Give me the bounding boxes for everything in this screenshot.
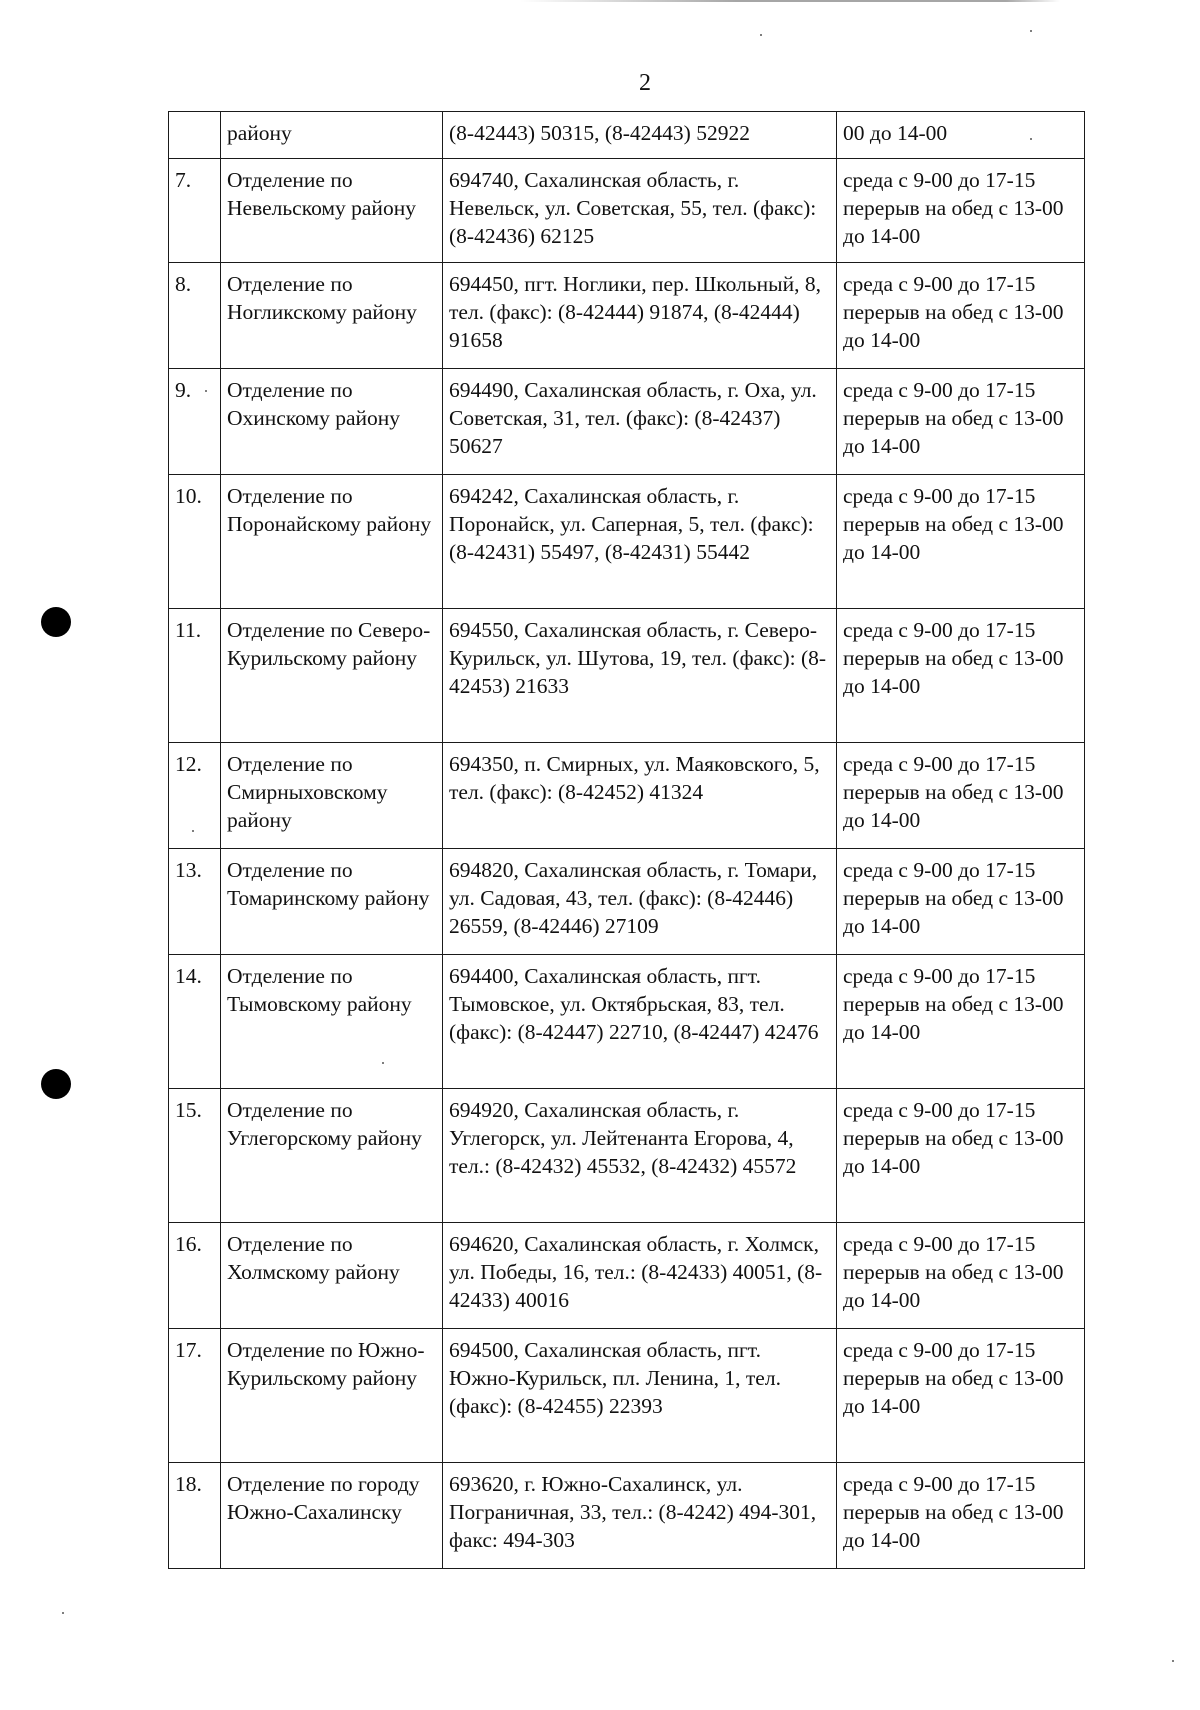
scan-speck [382, 1062, 384, 1064]
branch-hours: среда с 9-00 до 17-15 перерыв на обед с 13-00 до 14-00 [837, 1463, 1085, 1569]
row-number [169, 112, 221, 159]
branch-address: (8-42443) 50315, (8-42443) 52922 [443, 112, 837, 159]
branch-name: Отделение по Северо-Курильскому району [221, 609, 443, 743]
scan-speck [62, 1612, 64, 1614]
branch-address: 694740, Сахалинская область, г. Невельск, ул. Советская, 55, тел. (факс): (8-42436) 62125 [443, 159, 837, 263]
branch-table [168, 111, 1085, 1569]
branch-name: Отделение по Невельскому району [221, 159, 443, 263]
table-row [169, 112, 1085, 159]
branch-hours: среда с 9-00 до 17-15 перерыв на обед с 13-00 до 14-00 [837, 609, 1085, 743]
row-number: 10. [169, 475, 221, 609]
table-row [169, 369, 1085, 475]
scan-speck [1030, 30, 1032, 32]
page-number: 2 [639, 70, 651, 96]
branch-address: 694450, пгт. Ноглики, пер. Школьный, 8, тел. (факс): (8-42444) 91874, (8-42444) 91658 [443, 263, 837, 369]
table-row [169, 1089, 1085, 1223]
row-number: 16. [169, 1223, 221, 1329]
branch-address: 694350, п. Смирных, ул. Маяковского, 5, тел. (факс): (8-42452) 41324 [443, 743, 837, 849]
table-row [169, 1223, 1085, 1329]
branch-hours: среда с 9-00 до 17-15 перерыв на обед с 13-00 до 14-00 [837, 159, 1085, 263]
table-row [169, 849, 1085, 955]
scan-speck [760, 34, 762, 36]
scan-speck [1172, 1660, 1174, 1662]
row-number: 14. [169, 955, 221, 1089]
branch-name: Отделение по Тымовскому району [221, 955, 443, 1089]
row-number: 13. [169, 849, 221, 955]
branch-name: Отделение по Смирныховскому району [221, 743, 443, 849]
row-number: 18. [169, 1463, 221, 1569]
branch-hours: среда с 9-00 до 17-15 перерыв на обед с 13-00 до 14-00 [837, 369, 1085, 475]
branch-address: 694490, Сахалинская область, г. Оха, ул. Советская, 31, тел. (факс): (8-42437) 50627 [443, 369, 837, 475]
punch-hole-lower [41, 1069, 71, 1099]
branch-name: Отделение по Холмскому району [221, 1223, 443, 1329]
row-number: 7. [169, 159, 221, 263]
branch-name: Отделение по Томаринскому району [221, 849, 443, 955]
punch-hole-upper [41, 607, 71, 637]
branch-address: 694242, Сахалинская область, г. Поронайск, ул. Саперная, 5, тел. (факс): (8-42431) 55497, (8-42431) 55442 [443, 475, 837, 609]
branch-hours: среда с 9-00 до 17-15 перерыв на обед с 13-00 до 14-00 [837, 475, 1085, 609]
branch-name: Отделение по городу Южно-Сахалинску [221, 1463, 443, 1569]
table-row [169, 1329, 1085, 1463]
branch-name: Отделение по Поронайскому району [221, 475, 443, 609]
branch-address: 694620, Сахалинская область, г. Холмск, ул. Победы, 16, тел.: (8-42433) 40051, (8-42433) 40016 [443, 1223, 837, 1329]
branch-hours: среда с 9-00 до 17-15 перерыв на обед с 13-00 до 14-00 [837, 955, 1085, 1089]
branch-address: 694550, Сахалинская область, г. Северо-Курильск, ул. Шутова, 19, тел. (факс): (8-42453) 21633 [443, 609, 837, 743]
row-number: 8. [169, 263, 221, 369]
branch-hours: 00 до 14-00 [837, 112, 1085, 159]
branch-hours: среда с 9-00 до 17-15 перерыв на обед с 13-00 до 14-00 [837, 1223, 1085, 1329]
scan-speck [192, 830, 194, 832]
table-row [169, 743, 1085, 849]
row-number: 15. [169, 1089, 221, 1223]
branch-address: 694500, Сахалинская область, пгт. Южно-Курильск, пл. Ленина, 1, тел. (факс): (8-42455) 22393 [443, 1329, 837, 1463]
branch-address: 694920, Сахалинская область, г. Углегорск, ул. Лейтенанта Егорова, 4, тел.: (8-42432) 45532, (8-42432) 45572 [443, 1089, 837, 1223]
row-number: 9. [169, 369, 221, 475]
branch-address: 693620, г. Южно-Сахалинск, ул. Пограничная, 33, тел.: (8-4242) 494-301, факс: 494-303 [443, 1463, 837, 1569]
branch-name: Отделение по Ногликскому району [221, 263, 443, 369]
branch-hours: среда с 9-00 до 17-15 перерыв на обед с 13-00 до 14-00 [837, 1329, 1085, 1463]
table-row [169, 609, 1085, 743]
branch-hours: среда с 9-00 до 17-15 перерыв на обед с 13-00 до 14-00 [837, 849, 1085, 955]
branch-hours: среда с 9-00 до 17-15 перерыв на обед с 13-00 до 14-00 [837, 1089, 1085, 1223]
branch-name: Отделение по Углегорскому району [221, 1089, 443, 1223]
scan-edge-artifact [520, 0, 1060, 2]
scan-speck [1030, 138, 1032, 140]
branch-hours: среда с 9-00 до 17-15 перерыв на обед с 13-00 до 14-00 [837, 743, 1085, 849]
table-row [169, 159, 1085, 263]
table-row [169, 955, 1085, 1089]
table-row [169, 1463, 1085, 1569]
row-number: 11. [169, 609, 221, 743]
branch-address: 694400, Сахалинская область, пгт. Тымовское, ул. Октябрьская, 83, тел. (факс): (8-42447) 22710, (8-42447) 42476 [443, 955, 837, 1089]
branch-address: 694820, Сахалинская область, г. Томари, ул. Садовая, 43, тел. (факс): (8-42446) 26559, (8-42446) 27109 [443, 849, 837, 955]
table-row [169, 475, 1085, 609]
row-number: 17. [169, 1329, 221, 1463]
branch-hours: среда с 9-00 до 17-15 перерыв на обед с 13-00 до 14-00 [837, 263, 1085, 369]
table-row [169, 263, 1085, 369]
branch-name: Отделение по Охинскому району [221, 369, 443, 475]
branch-name: Отделение по Южно-Курильскому району [221, 1329, 443, 1463]
scan-speck [205, 390, 207, 392]
row-number: 12. [169, 743, 221, 849]
branch-name: району [221, 112, 443, 159]
